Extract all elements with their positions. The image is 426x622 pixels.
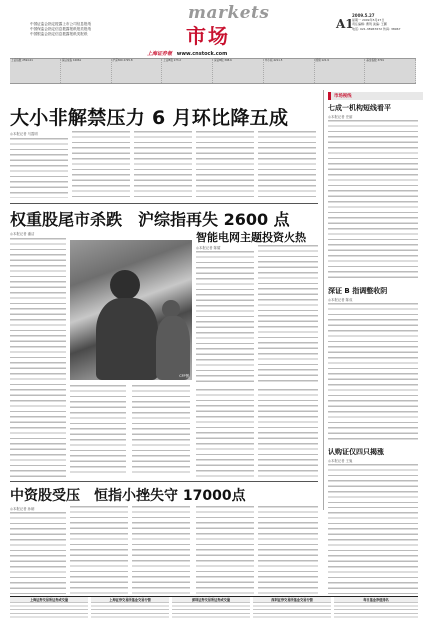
date-line: 电话: 021-38967672 传真: 38967: [352, 26, 401, 31]
data-table-1: [10, 602, 88, 620]
section-rule: [10, 481, 318, 482]
website: www.cnstock.com: [176, 51, 228, 57]
smartgrid-body-col-1: [196, 251, 254, 385]
second-headline: 权重股尾市杀跌 沪综指再失 2600 点: [10, 210, 290, 229]
sidebar-item-2-byline: ◎本报记者 陈成: [328, 298, 353, 302]
sidebar-divider: [323, 90, 324, 510]
sidebar-item-1-body: [328, 120, 418, 282]
photo-caption: CFP图: [179, 374, 189, 378]
header-teasers: [30, 22, 170, 38]
ticker-cell: 中小板 4211.5: [264, 59, 315, 83]
paper-name: 上海证券報: [147, 51, 173, 57]
ticker-cell: 基金指数 3701: [365, 59, 416, 83]
photo-person-body: [96, 298, 158, 380]
table-header-2: 上海证券交易所基金交易行情: [91, 597, 169, 603]
date-line: 责任编辑: 曹利 美编: 王鹏: [352, 22, 387, 27]
bottom-body-col-4: [196, 506, 254, 594]
masthead-cn: 市场: [186, 24, 230, 48]
ticker-cell: 上证指数 2594.01: [10, 59, 61, 83]
sidebar-item-1-title: 七成一机构短线看平: [328, 104, 391, 112]
bottom-body-col-5: [258, 506, 318, 594]
lead-body-col-3: [134, 131, 192, 198]
sidebar-section-label: 市场视线: [328, 92, 423, 100]
section-rule: [10, 203, 318, 204]
photo-person-body: [156, 316, 190, 380]
lead-body-col-1: [10, 138, 68, 198]
lead-body-col-5: [258, 131, 316, 198]
ticker-cell: 国债 121.9: [315, 59, 366, 83]
data-table-4: [253, 602, 331, 620]
sidebar-item-3-body: [328, 464, 418, 508]
bottom-body-col-3: [132, 506, 190, 594]
data-table-5: [334, 602, 418, 620]
sidebar-item-1-byline: ◎本报记者 史丽: [328, 115, 353, 119]
masthead-en: markets: [188, 3, 270, 23]
ticker-cell: 深证B股 398.6: [213, 59, 264, 83]
teaser-line: 中国保监会指定信息披露报纸报类报纸: [30, 27, 92, 32]
data-table-3: [172, 602, 250, 620]
table-header-3: 深圳证券交易所证券成交量: [172, 597, 250, 603]
bottom-headline: 中资股受压 恒指小挫失守 17000点: [10, 488, 246, 504]
sidebar-item-3-byline: ◎本报记者 王嵬: [328, 459, 353, 463]
second-body-col-5: [258, 389, 318, 477]
second-body-col-4: [196, 389, 254, 477]
smartgrid-headline: 智能电网主题投资火热: [196, 231, 306, 244]
paper-logo-strip: [147, 50, 227, 57]
sidebar-item-3-title: 认购证仅四只揭涨: [328, 448, 384, 456]
ticker-cell: 沪深300 2725.8: [112, 59, 163, 83]
lead-headline: 大小非解禁压力 6 月环比降五成: [10, 107, 289, 129]
data-table-2: [91, 602, 169, 620]
second-body-col-3: [132, 385, 190, 477]
date-block: [352, 14, 422, 31]
bottom-body-col-1: [10, 512, 66, 594]
sidebar-item-2-body: [328, 303, 418, 443]
photo-person-head: [110, 270, 140, 300]
teaser-line: 中国银监会指定信息披露报纸类报纸: [30, 32, 88, 37]
lead-body-col-4: [196, 131, 254, 198]
second-body-col-1: [10, 238, 66, 478]
smartgrid-body-col-2: [258, 245, 318, 385]
table-header-4: 深圳证券交易所基金交易行情: [253, 597, 331, 603]
bottom-byline: ◎本报记者 孙朝: [10, 507, 35, 511]
teaser-line: 中国证监会指定披露上市公司信息报纸: [30, 22, 92, 26]
market-photo: [70, 240, 192, 380]
table-header-5: 每日基金净值排名: [334, 597, 418, 603]
bottom-body-col-2: [70, 506, 128, 594]
date-line: 2009.5.27: [352, 13, 375, 18]
market-ticker-bar: [10, 58, 416, 84]
lead-byline: ◎本报记者 马霞明: [10, 132, 38, 136]
second-body-col-2: [70, 385, 126, 477]
sidebar-item-2-title: 深证 B 指调整收阴: [328, 287, 388, 295]
ticker-cell: 上证B股 173.2: [162, 59, 213, 83]
smartgrid-byline: ◎本报记者 陈耀: [196, 246, 221, 250]
ticker-cell: 深证成指 10061: [61, 59, 112, 83]
page-number: A1: [336, 17, 354, 31]
lead-body-col-2: [72, 131, 130, 198]
table-header-1: 上海证券交易所证券成交量: [10, 597, 88, 603]
bottom-body-col-6: [328, 512, 418, 594]
second-byline: ◎本报记者 潘洁: [10, 232, 35, 236]
date-line: 星期一 2009年5月27日: [352, 18, 385, 23]
